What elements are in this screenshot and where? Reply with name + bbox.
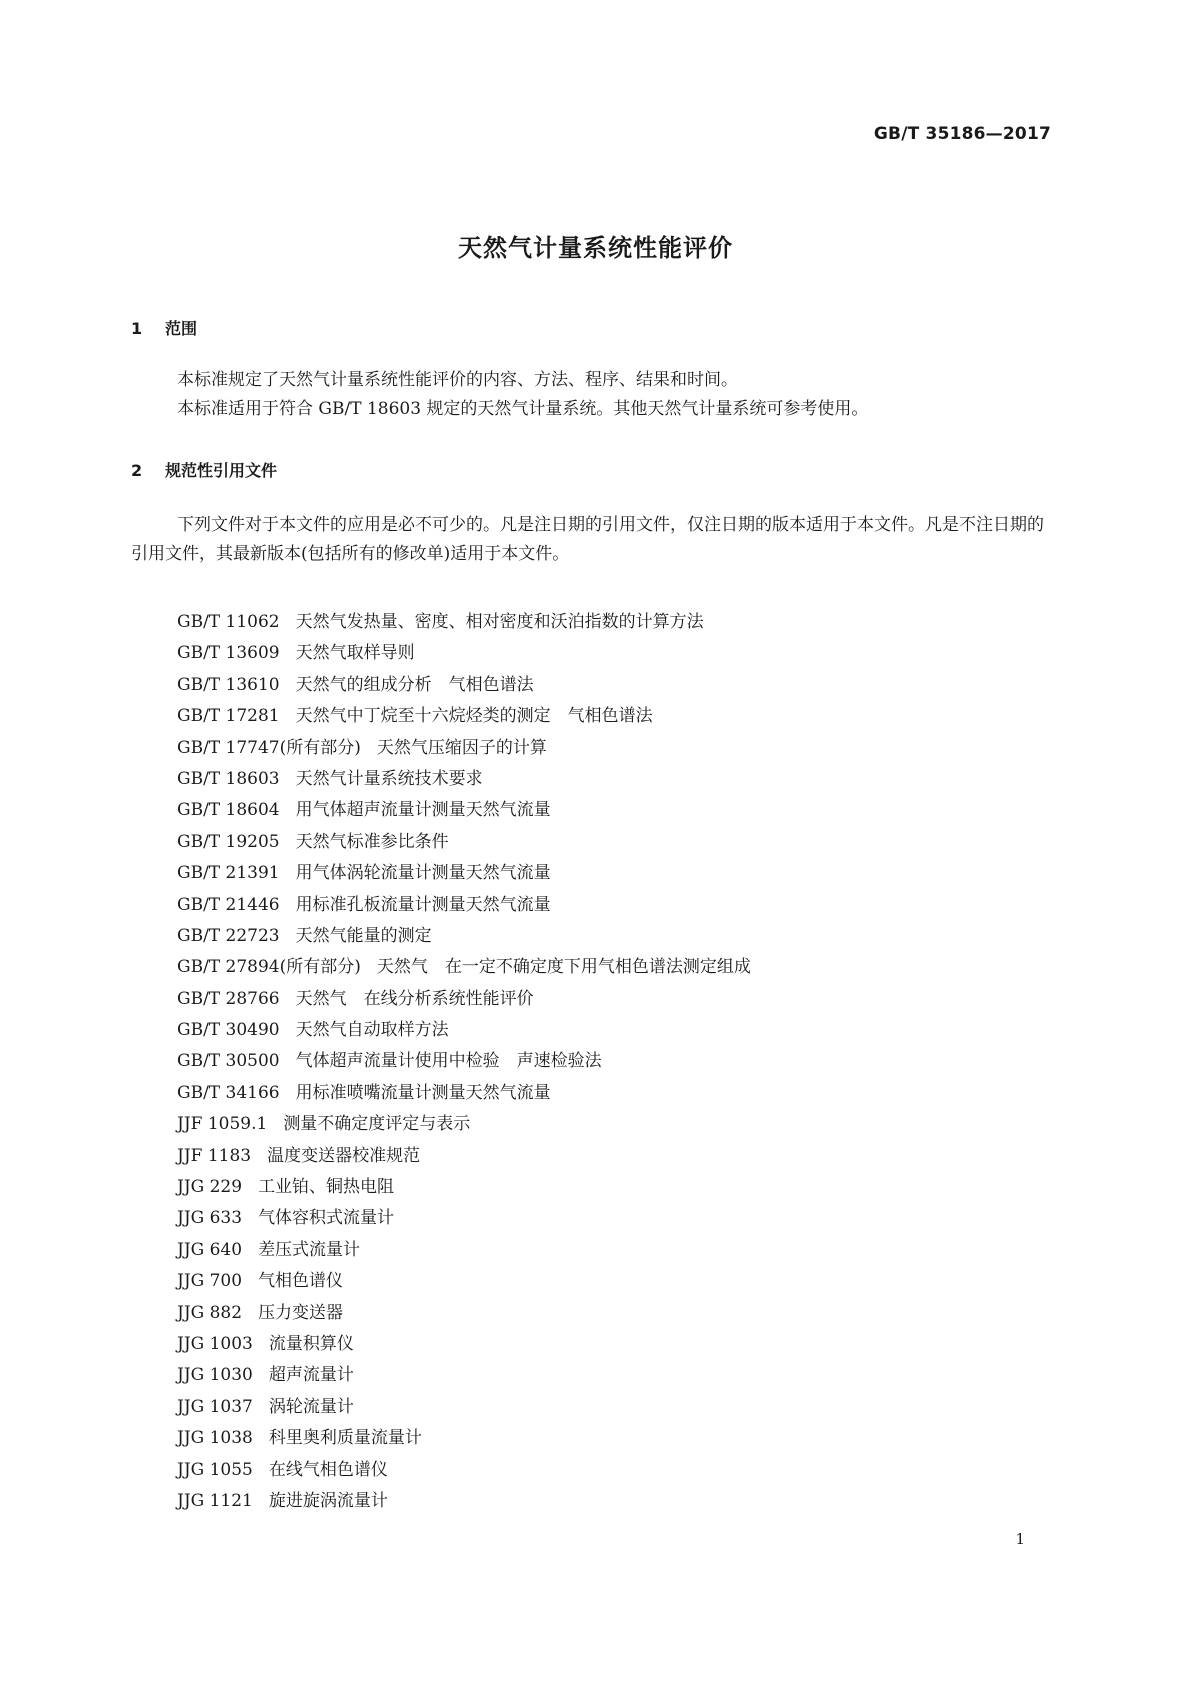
- reference-item: [177, 1109, 751, 1140]
- reference-code: GB/T 27894(所有部分): [177, 957, 361, 978]
- reference-item: [177, 827, 751, 858]
- reference-code: JJG 229: [177, 1177, 243, 1198]
- reference-item: [177, 984, 751, 1015]
- reference-code: GB/T 30490: [177, 1020, 280, 1041]
- section-1-title: 范围: [165, 319, 198, 338]
- reference-item: [177, 1423, 751, 1454]
- reference-code: JJG 633: [177, 1208, 243, 1229]
- reference-title: 天然气能量的测定: [295, 925, 432, 946]
- reference-code: GB/T 21391: [177, 863, 280, 884]
- reference-title: 天然气的组成分析 气相色谱法: [295, 674, 534, 695]
- section-2-number: 2: [131, 461, 143, 480]
- reference-item: [177, 1392, 751, 1423]
- reference-code: GB/T 19205: [177, 831, 280, 852]
- reference-title: 气体容积式流量计: [258, 1208, 395, 1229]
- reference-title: 测量不确定度评定与表示: [283, 1114, 471, 1135]
- reference-title: 差压式流量计: [258, 1239, 361, 1260]
- reference-code: JJG 700: [177, 1271, 243, 1292]
- reference-item: [177, 1078, 751, 1109]
- reference-title: 旋进旋涡流量计: [268, 1490, 388, 1511]
- reference-item: [177, 1141, 751, 1172]
- reference-title: 气相色谱仪: [258, 1271, 344, 1292]
- reference-title: 用标准孔板流量计测量天然气流量: [295, 894, 551, 915]
- section-2-heading: [131, 458, 277, 481]
- reference-item: [177, 1360, 751, 1391]
- reference-item: [177, 1046, 751, 1077]
- section-1-heading: [131, 316, 197, 339]
- reference-code: GB/T 17747(所有部分): [177, 737, 361, 758]
- reference-item: [177, 1455, 751, 1486]
- reference-code: GB/T 22723: [177, 925, 280, 946]
- page-number: 1: [1015, 1530, 1025, 1548]
- reference-item: [177, 607, 751, 638]
- reference-title: 气体超声流量计使用中检验 声速检验法: [295, 1051, 602, 1072]
- reference-title: 天然气发热量、密度、相对密度和沃泊指数的计算方法: [295, 612, 704, 632]
- reference-item: [177, 1486, 751, 1517]
- reference-code: JJF 1183: [177, 1145, 252, 1166]
- reference-code: GB/T 17281: [177, 706, 280, 727]
- reference-item: [177, 670, 751, 701]
- reference-code: GB/T 21446: [177, 894, 280, 915]
- reference-code: JJG 1037: [177, 1396, 253, 1417]
- reference-item: [177, 1329, 751, 1360]
- reference-code: JJG 1055: [177, 1459, 253, 1480]
- reference-item: [177, 1266, 751, 1297]
- section-1-number: 1: [131, 319, 143, 338]
- section-2-title: 规范性引用文件: [165, 461, 278, 480]
- reference-title: 温度变送器校准规范: [267, 1145, 421, 1166]
- section-2-intro: 下列文件对于本文件的应用是必不可少的。凡是注日期的引用文件，仅注日期的版本适用于本文件。凡是不注日期的引用文件，其最新版本(包括所有的修改单)适用于本文件。: [131, 515, 1044, 564]
- reference-item: [177, 638, 751, 669]
- reference-code: GB/T 28766: [177, 988, 280, 1009]
- reference-code: GB/T 34166: [177, 1082, 280, 1103]
- reference-title: 涡轮流量计: [268, 1396, 354, 1417]
- reference-code: GB/T 11062: [177, 612, 280, 632]
- reference-title: 工业铂、铜热电阻: [258, 1177, 395, 1198]
- reference-item: [177, 1298, 751, 1329]
- reference-item: [177, 764, 751, 795]
- reference-title: 超声流量计: [268, 1365, 354, 1386]
- reference-code: JJF 1059.1: [177, 1114, 268, 1135]
- reference-title: 用标准喷嘴流量计测量天然气流量: [295, 1082, 551, 1103]
- reference-title: 天然气 在一定不确定度下用气相色谱法测定组成: [376, 957, 751, 978]
- reference-item: [177, 1172, 751, 1203]
- reference-code: JJG 1003: [177, 1333, 253, 1354]
- reference-code: JJG 1030: [177, 1365, 253, 1386]
- reference-item: [177, 795, 751, 826]
- reference-title: 天然气取样导则: [295, 643, 415, 664]
- section-1-paragraph-1: 本标准规定了天然气计量系统性能评价的内容、方法、程序、结果和时间。: [177, 370, 738, 390]
- reference-code: GB/T 13609: [177, 643, 280, 664]
- reference-item: [177, 733, 751, 764]
- reference-code: GB/T 18604: [177, 800, 280, 821]
- section-1-paragraph-2: 本标准适用于符合 GB/T 18603 规定的天然气计量系统。其他天然气计量系统可参考使用。: [177, 399, 869, 419]
- reference-item: [177, 890, 751, 921]
- reference-title: 压力变送器: [258, 1302, 344, 1323]
- reference-code: JJG 640: [177, 1239, 243, 1260]
- reference-item: [177, 858, 751, 889]
- reference-title: 科里奥利质量流量计: [268, 1428, 422, 1449]
- reference-item: [177, 1015, 751, 1046]
- document-title: 天然气计量系统性能评价: [458, 234, 733, 262]
- reference-item: [177, 921, 751, 952]
- reference-code: GB/T 18603: [177, 768, 280, 789]
- reference-title: 天然气计量系统技术要求: [295, 768, 483, 789]
- reference-code: JJG 882: [177, 1302, 243, 1323]
- reference-code: GB/T 13610: [177, 674, 280, 695]
- reference-title: 天然气 在线分析系统性能评价: [295, 988, 534, 1009]
- standard-number: GB/T 35186—2017: [873, 124, 1051, 144]
- reference-list: [177, 607, 751, 1517]
- reference-title: 用气体涡轮流量计测量天然气流量: [295, 863, 551, 884]
- reference-title: 天然气自动取样方法: [295, 1020, 449, 1041]
- reference-title: 用气体超声流量计测量天然气流量: [295, 800, 551, 821]
- reference-item: [177, 701, 751, 732]
- reference-code: GB/T 30500: [177, 1051, 280, 1072]
- reference-title: 流量积算仪: [268, 1333, 354, 1354]
- reference-title: 天然气中丁烷至十六烷烃类的测定 气相色谱法: [295, 706, 653, 727]
- reference-title: 在线气相色谱仪: [268, 1459, 388, 1480]
- reference-title: 天然气标准参比条件: [295, 831, 449, 852]
- reference-code: JJG 1038: [177, 1428, 253, 1449]
- reference-title: 天然气压缩因子的计算: [376, 737, 547, 758]
- reference-item: [177, 1235, 751, 1266]
- reference-item: [177, 952, 751, 983]
- reference-code: JJG 1121: [177, 1490, 253, 1511]
- reference-item: [177, 1203, 751, 1234]
